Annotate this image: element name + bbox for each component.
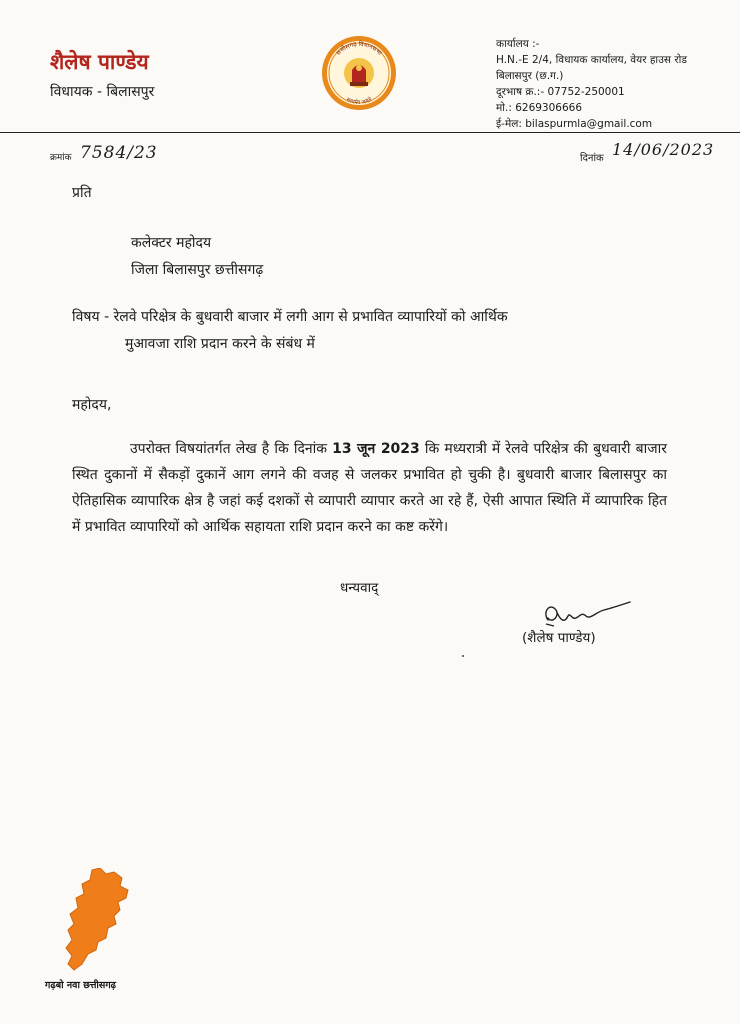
office-mobile: मो.: 6269306666 bbox=[496, 102, 583, 114]
office-email: ई-मेल: bilaspurmla@gmail.com bbox=[496, 118, 653, 130]
body-date: 13 जून 2023 bbox=[332, 441, 420, 457]
ref-number-value: 7584/23 bbox=[80, 143, 158, 163]
assembly-seal-logo bbox=[320, 34, 398, 112]
recipient-line1: कलेक्टर महोदय bbox=[131, 235, 212, 251]
date-label: दिनांक bbox=[580, 153, 604, 164]
header-divider bbox=[0, 132, 740, 133]
letter-body bbox=[72, 436, 667, 540]
office-address-line2: बिलासपुर (छ.ग.) bbox=[496, 70, 564, 82]
body-post-date: कि मध्यरात्री में रेलवे परिक्षेत्र की बुधवारी बाजार स्थित दुकानों में सैकड़ों दुकानें आग लगने की वजह से जलकर प्रभावित हो चुकी है। बुधवारी बाजार बिलासपुर का ऐतिहासिक व्यापारिक क्षेत्र है जहां कई दशकों से व्यापारी व्यापार करते आ रहे हैं, ऐसी आपात स्थिति में व्यापारिक हित में प्रभावित व्यापारियों को आर्थिक सहायता राशि प्रदान करने का कष्ट करेंगे। bbox=[72, 441, 667, 535]
salutation: महोदय, bbox=[72, 397, 112, 413]
body-paragraph bbox=[72, 436, 667, 540]
footer-slogan: गढ़बो नवा छत्तीसगढ़ bbox=[45, 980, 117, 991]
body-pre-date: उपरोक्त विषयांतर्गत लेख है कि दिनांक bbox=[130, 441, 333, 457]
office-phone: दूरभाष क्र.:- 07752-250001 bbox=[496, 86, 625, 98]
subject-line2: मुआवजा राशि प्रदान करने के संबंध में bbox=[125, 336, 315, 352]
recipient-prati: प्रति bbox=[72, 185, 92, 201]
recipient-line2: जिला बिलासपुर छत्तीसगढ़ bbox=[131, 262, 264, 278]
paper-speck bbox=[462, 655, 464, 657]
subject-line1: विषय - रेलवे परिक्षेत्र के बुधवारी बाजार में लगी आग से प्रभावित व्यापारियों को आर्थिक bbox=[72, 309, 508, 325]
sender-name: शैलेष पाण्डेय bbox=[50, 50, 149, 74]
office-label: कार्यालय :- bbox=[496, 38, 540, 50]
sender-designation: विधायक - बिलासपुर bbox=[50, 84, 155, 100]
signatory-name: (शैलेष पाण्डेय) bbox=[522, 630, 596, 646]
chhattisgarh-map-icon bbox=[62, 868, 134, 972]
svg-text:सत्यमेव जयते: सत्यमेव जयते bbox=[345, 96, 373, 107]
ref-number-label: क्रमांक bbox=[50, 153, 72, 163]
svg-text:छत्तीसगढ़ विधानसभा: छत्तीसगढ़ विधानसभा bbox=[335, 40, 383, 57]
office-address-line1: H.N.-E 2/4, विधायक कार्यालय, वेयर हाउस रोड bbox=[496, 54, 687, 66]
date-value: 14/06/2023 bbox=[612, 140, 715, 159]
office-contact-block bbox=[496, 36, 687, 132]
closing-thanks: धन्यवाद् bbox=[340, 580, 379, 596]
